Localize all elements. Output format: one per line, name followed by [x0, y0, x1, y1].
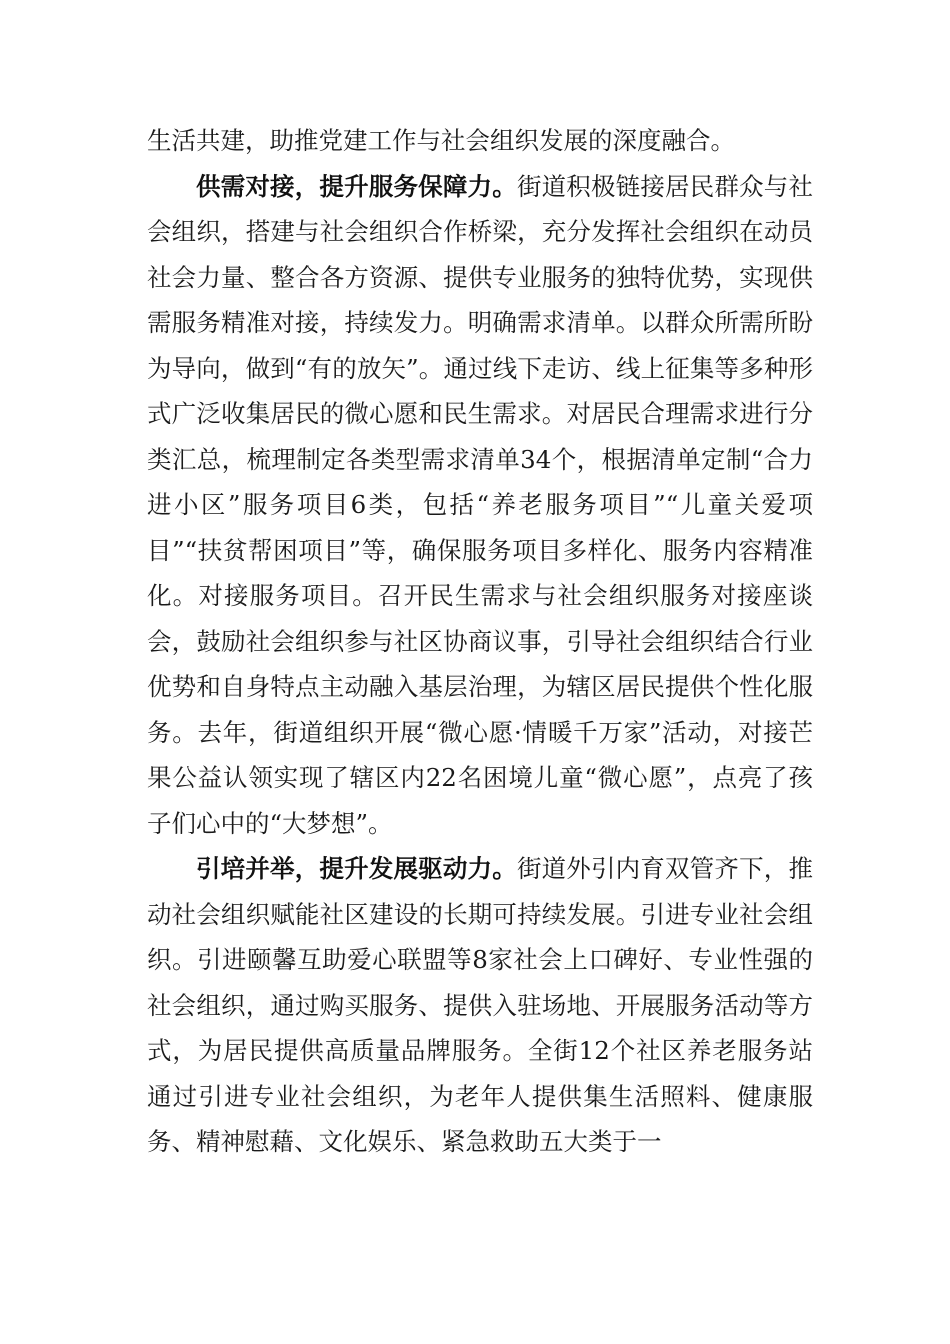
- paragraph-lead-heading: 引培并举，提升发展驱动力。: [196, 854, 517, 883]
- paragraph-lead-heading: 供需对接，提升服务保障力。: [196, 171, 517, 201]
- paragraph-text: 街道积极链接居民群众与社会组织，搭建与社会组织合作桥梁，充分发挥社会组织在动员社会力量、整合各方资源、提供专业服务的独特优势，实现供需服务精准对接，持续发力。明确需求清单。以群众所需所盼为导向，做到“有的放矢”。通过线下走访、线上征集等多种形式广泛收集居民的微心愿和民生需求。对居民合理需求进行分类汇总，梳理制定各类型需求清单34个，根据清单定制“合力进小区”服务项目6类，包括“养老服务项目”“儿童关爱项目”“扶贫帮困项目”等，确保服务项目多样化、服务内容精准化。对接服务项目。召开民生需求与社会组织服务对接座谈会，鼓励社会组织参与社区协商议事，引导社会组织结合行业优势和自身特点主动融入基层治理，为辖区居民提供个性化服务。去年，街道组织开展“微心愿·情暖千万家”活动，对接芒果公益认领实现了辖区内22名困境儿童“微心愿”，点亮了孩子们心中的“大梦想”。: [147, 171, 813, 838]
- document-body: [147, 118, 813, 1165]
- paragraph-introduce-cultivate: [147, 846, 813, 1165]
- paragraph-text: 生活共建，助推党建工作与社会组织发展的深度融合。: [147, 126, 735, 155]
- paragraph-supply-demand: [147, 164, 813, 847]
- paragraph-continuation: [147, 118, 813, 164]
- paragraph-text: 街道外引内育双管齐下，推动社会组织赋能社区建设的长期可持续发展。引进专业社会组织。引进颐馨互助爱心联盟等8家社会上口碑好、专业性强的社会组织，通过购买服务、提供入驻场地、开展服务活动等方式，为居民提供高质量品牌服务。全街12个社区养老服务站通过引进专业社会组织，为老年人提供集生活照料、健康服务、精神慰藉、文化娱乐、紧急救助五大类于一: [147, 854, 813, 1156]
